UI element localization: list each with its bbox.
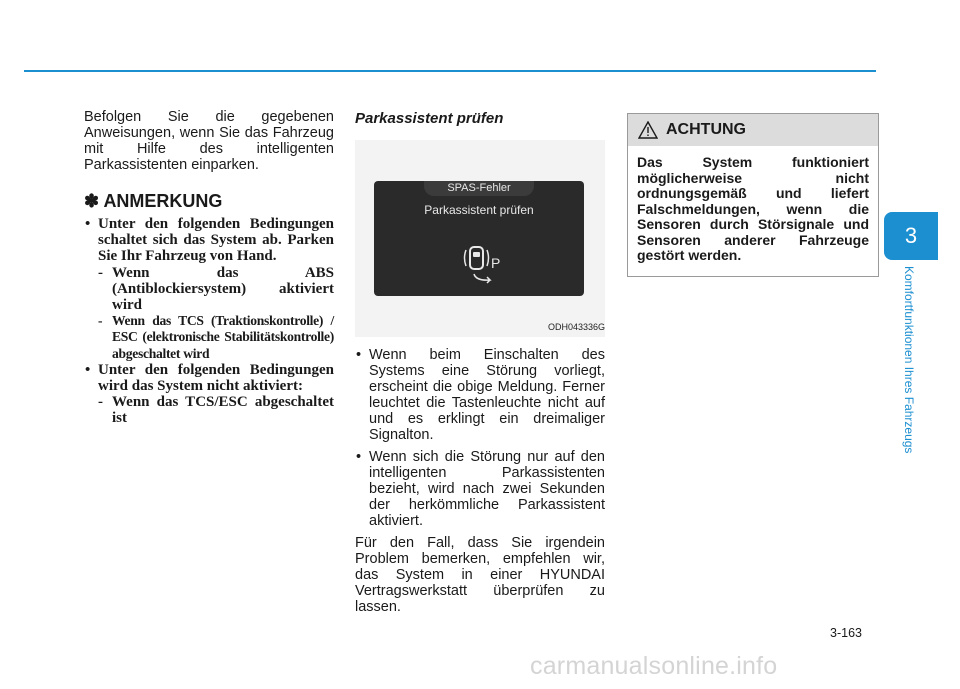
caution-box <box>627 113 879 277</box>
check-item: • Wenn beim Einschalten des Systems eine Störung vorliegt, erscheint die obige Meldung. Ferner leuchtet die Tastenleuchte nicht auf und es erklingt ein dreimaliger Signalton. <box>355 347 605 443</box>
display-header: SPAS-Fehler <box>424 181 534 196</box>
check-list <box>355 347 605 529</box>
middle-column <box>355 110 605 615</box>
note-list <box>84 216 334 427</box>
note-heading <box>84 191 334 211</box>
intro-paragraph: Befolgen Sie die gegebenen Anweisungen, wenn Sie das Fahrzeug mit Hilfe des intelligenten Parkassistenten einparken. <box>84 109 334 173</box>
note-item-text: Unter den folgenden Bedingungen schaltet sich das System ab. Parken Sie Ihr Fahrzeug von Hand. <box>98 216 334 265</box>
caution-header <box>628 114 878 146</box>
note-item-text: Unter den folgenden Bedingungen wird das System nicht aktiviert: <box>98 361 334 395</box>
section-title: Parkassistent prüfen <box>355 110 504 127</box>
note-item <box>84 216 334 362</box>
check-item: • Wenn sich die Störung nur auf den intelligenten Parkassistenten bezieht, wird nach zwei Sekunden der herkömmliche Parkassistent aktiviert. <box>355 449 605 529</box>
left-column <box>84 109 334 427</box>
note-sublist <box>98 394 334 426</box>
note-subitem: - Wenn das TCS (Traktionskontrolle) / ESC (elektronische Stabilitätskontrolle) abgeschaltet wird <box>98 313 334 362</box>
cluster-figure <box>355 140 605 337</box>
chapter-title-text: Komfortfunktionen Ihres Fahrzeugs <box>902 266 916 454</box>
cluster-display <box>374 181 584 296</box>
closing-paragraph: Für den Fall, dass Sie irgendein Problem bemerken, empfehlen wir, das System in einer HYUNDAI Vertragswerkstatt überprüfen zu lassen. <box>355 535 605 615</box>
parking-sensor-icon <box>462 244 512 286</box>
chapter-title <box>904 266 918 486</box>
caution-title: ACHTUNG <box>666 121 746 138</box>
warning-triangle-icon <box>638 121 658 139</box>
page-number: 3-163 <box>830 626 862 640</box>
header-rule <box>24 70 876 72</box>
note-item <box>84 362 334 427</box>
svg-text:P: P <box>491 255 501 271</box>
display-message: Parkassistent prüfen <box>424 203 534 217</box>
note-sublist <box>98 265 334 362</box>
chapter-tab: 3 <box>884 212 938 260</box>
note-subitem: - Wenn das ABS (Antiblockiersystem) aktiviert wird <box>98 265 334 314</box>
note-subitem: - Wenn das TCS/ESC abgeschaltet ist <box>98 394 334 426</box>
note-title: ANMERKUNG <box>103 191 223 211</box>
watermark: carmanualsonline.info <box>530 652 778 680</box>
figure-code: ODH043336G <box>547 322 605 332</box>
caution-text: Das System funktioniert möglicherweise nicht ordnungsgemäß und liefert Falschmeldungen, wenn die Sensoren durch Störsignale und Sensoren anderer Fahrzeuge gestört werden. <box>637 154 869 263</box>
cross-star-icon: ✽ <box>84 191 100 211</box>
right-column <box>627 113 877 277</box>
